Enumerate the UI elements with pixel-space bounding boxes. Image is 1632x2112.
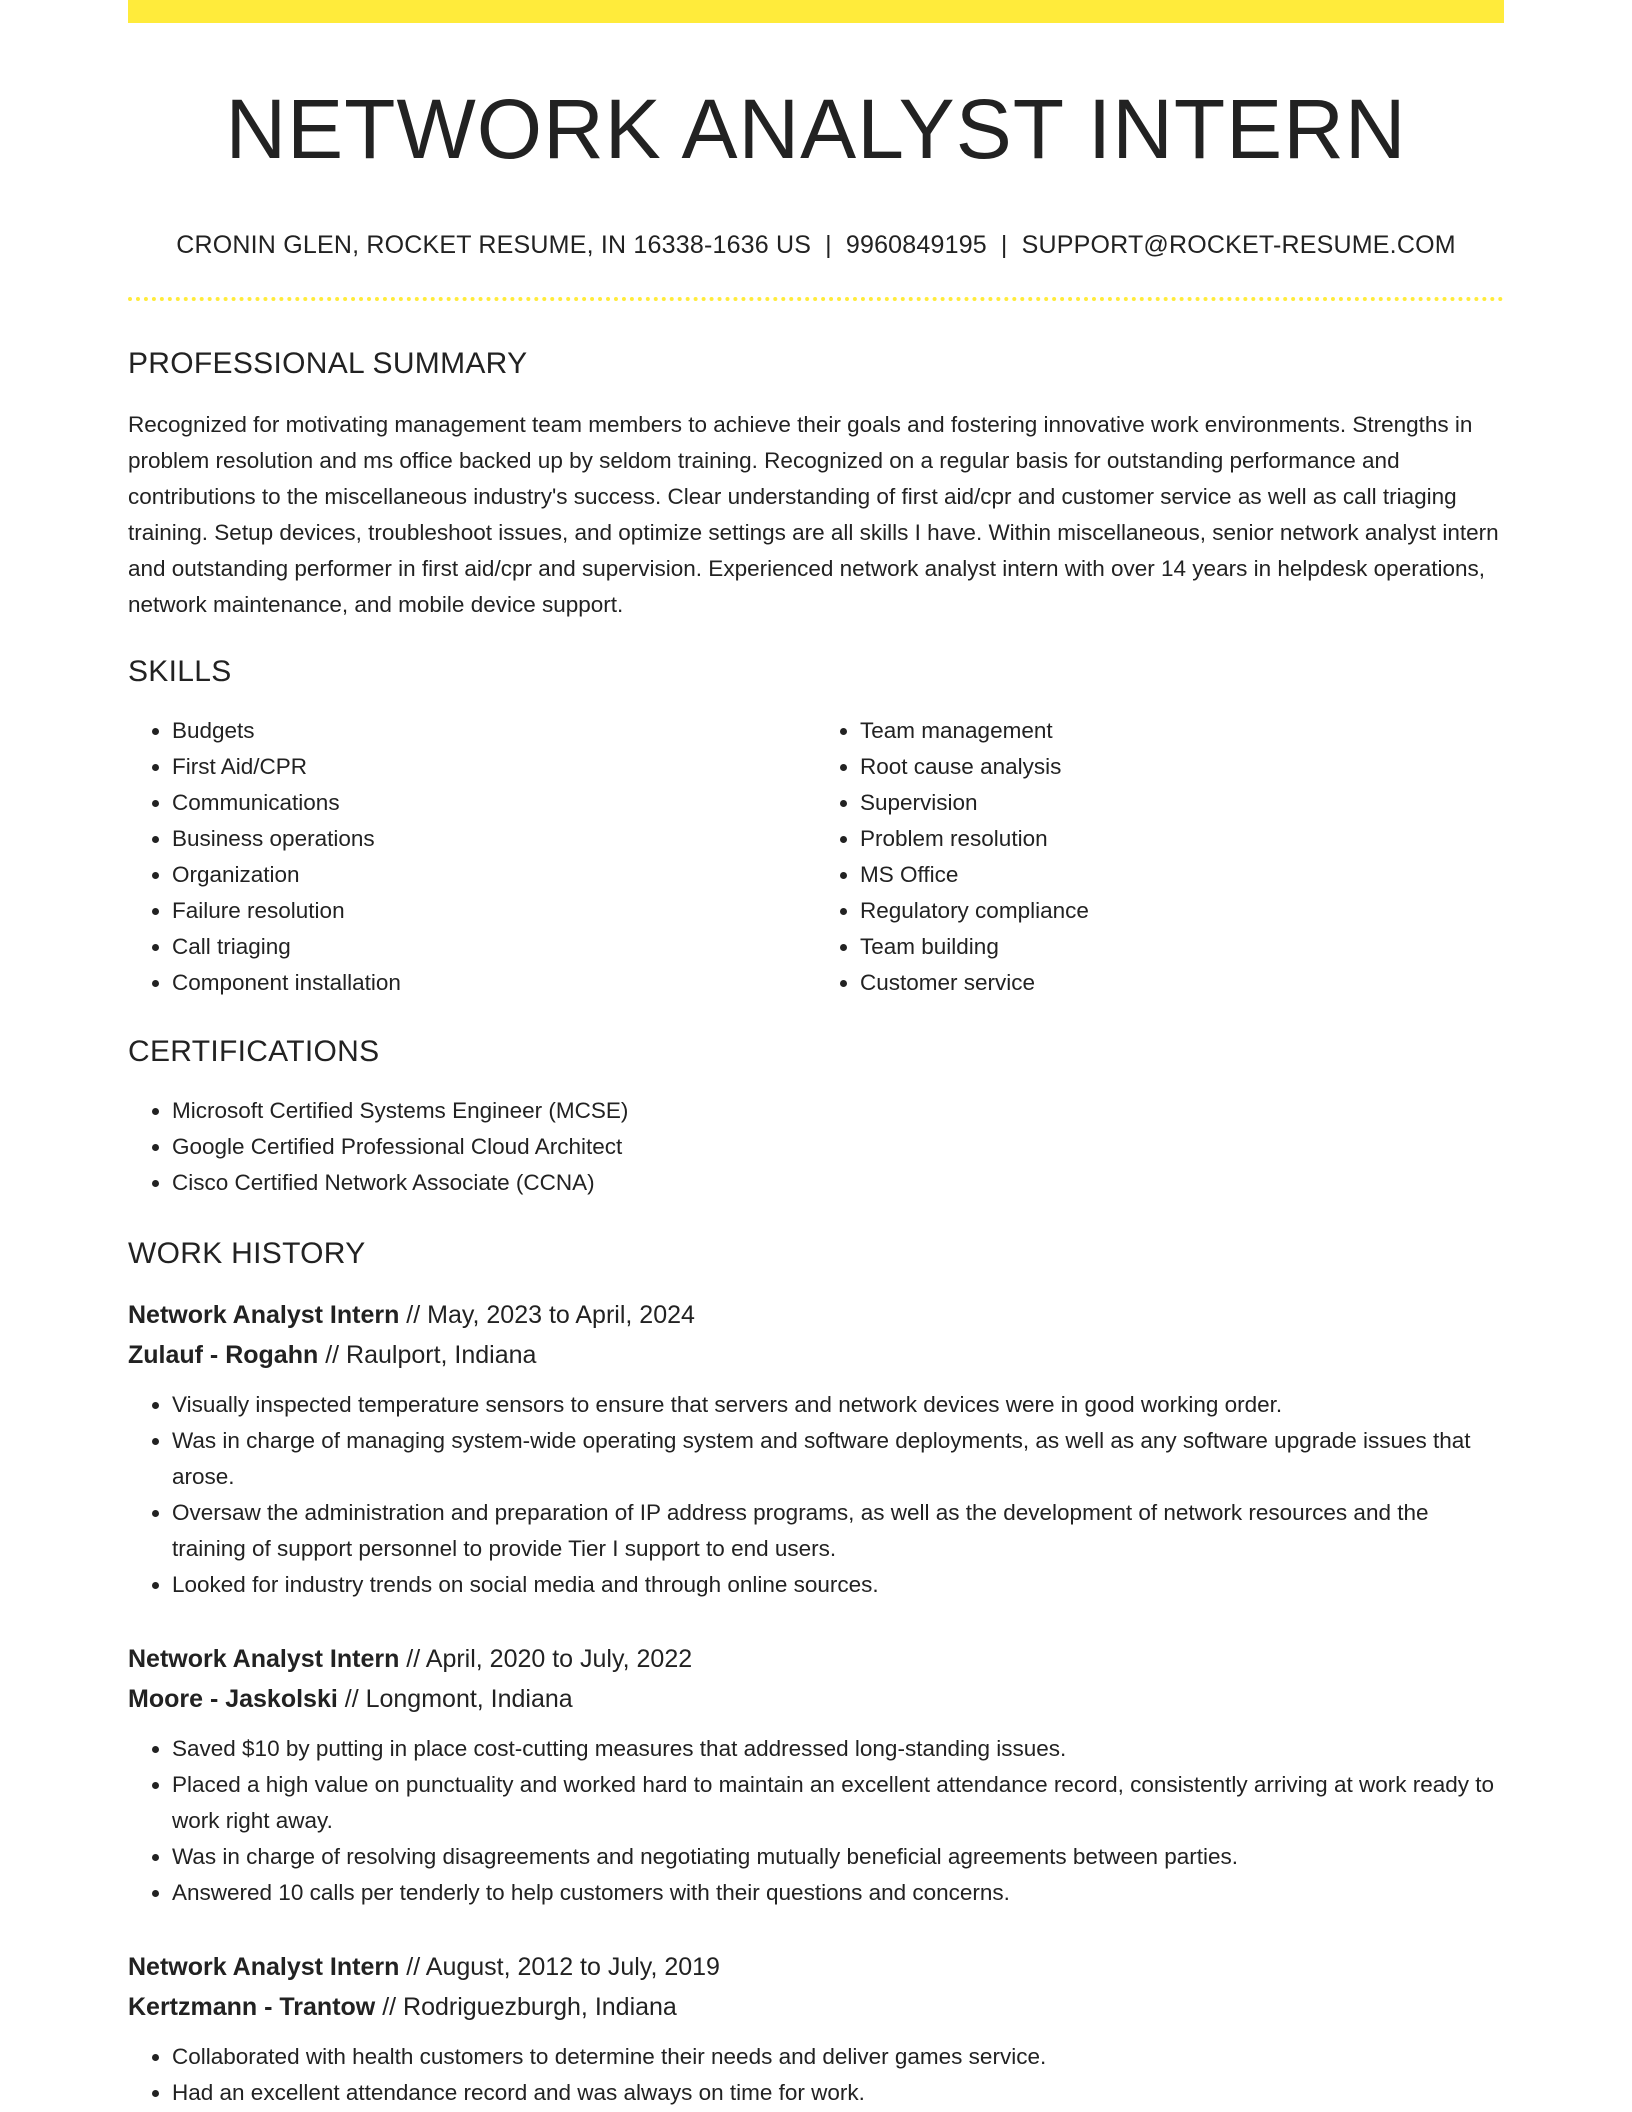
job-company-line [128,1679,1504,1719]
summary-heading: PROFESSIONAL SUMMARY [128,347,528,381]
job-entry [128,1639,1504,1911]
job-bullet: • Had an excellent attendance record and was always on time for work. [172,2075,1504,2111]
skills-columns [128,713,1504,1001]
job-company: Kertzmann - Trantow [128,1993,376,2022]
contact-address: CRONIN GLEN, ROCKET RESUME, IN 16338-1636 US [176,231,812,260]
job-bullets [128,2039,1504,2111]
job-location: // Longmont, Indiana [337,1685,573,1714]
job-bullet: • Looked for industry trends on social media and through online sources. [172,1567,1504,1603]
skill-item: • Organization [172,857,816,893]
skill-item: • Customer service [860,965,1504,1001]
job-location: // Rodriguezburgh, Indiana [375,1993,677,2022]
job-company-line [128,1335,1504,1375]
job-company: Zulauf - Rogahn [128,1341,319,1370]
contact-separator: | [1000,231,1008,260]
header-divider [128,297,1504,301]
skill-item: • Root cause analysis [860,749,1504,785]
work-history-heading: WORK HISTORY [128,1237,366,1271]
skill-item: • Team management [860,713,1504,749]
job-dates: // April, 2020 to July, 2022 [399,1645,693,1674]
contact-phone: 9960849195 [845,231,987,260]
certification-item: • Cisco Certified Network Associate (CCNA) [172,1165,1504,1201]
job-bullet: • Oversaw the administration and preparation of IP address programs, as well as the development of network resources and the training of support personnel to provide Tier I support to end users. [172,1495,1504,1567]
skill-item: • MS Office [860,857,1504,893]
job-title-line [128,1947,1504,1987]
job-entry [128,1947,1504,2111]
top-accent-bar [128,0,1504,23]
contact-separator: | [825,231,832,260]
skill-item: • Supervision [860,785,1504,821]
skills-heading: SKILLS [128,655,232,689]
skill-item: • Team building [860,929,1504,965]
job-location: // Raulport, Indiana [318,1341,537,1370]
job-title-line [128,1295,1504,1335]
job-title-line [128,1639,1504,1679]
candidate-name: NETWORK ANALYST INTERN [225,82,1407,176]
skill-item: • First Aid/CPR [172,749,816,785]
certification-item: • Microsoft Certified Systems Engineer (MCSE) [172,1093,1504,1129]
resume-page [128,0,1504,2111]
contact-email: SUPPORT@ROCKET-RESUME.COM [1021,231,1456,260]
job-title: Network Analyst Intern [128,1953,400,1982]
skill-item: • Problem resolution [860,821,1504,857]
summary-text: Recognized for motivating management team members to achieve their goals and fostering innovative work environments. Strengths in problem resolution and ms office backed up by seldom training. Recognized on a regular basis for outstanding performance and contributions to the miscellaneous industry's success. Clear understanding of first aid/cpr and customer service as well as call triaging training. Setup devices, troubleshoot issues, and optimize settings are all skills I have. Within miscellaneous, senior network analyst intern and outstanding performer in first aid/cpr and supervision. Experienced network analyst intern with over 14 years in helpdesk operations, network maintenance, and mobile device support. [128,412,1499,618]
job-bullet: • Collaborated with health customers to determine their needs and deliver games service. [172,2039,1504,2075]
skill-item: • Component installation [172,965,816,1001]
skills-list-right [816,713,1504,1001]
job-bullet: • Answered 10 calls per tenderly to help customers with their questions and concerns. [172,1875,1504,1911]
job-entry [128,1295,1504,1603]
job-bullet: • Placed a high value on punctuality and worked hard to maintain an excellent attendance record, consistently arriving at work ready to work right away. [172,1767,1504,1839]
certifications-heading: CERTIFICATIONS [128,1035,380,1069]
skill-item: • Communications [172,785,816,821]
job-company-line [128,1987,1504,2027]
contact-line [128,231,1504,260]
job-company: Moore - Jaskolski [128,1685,338,1714]
job-bullets [128,1387,1504,1603]
job-bullet: • Visually inspected temperature sensors to ensure that servers and network devices were in good working order. [172,1387,1504,1423]
job-title: Network Analyst Intern [128,1301,400,1330]
job-bullet: • Saved $10 by putting in place cost-cutting measures that addressed long-standing issues. [172,1731,1504,1767]
certification-item: • Google Certified Professional Cloud Architect [172,1129,1504,1165]
job-title: Network Analyst Intern [128,1645,400,1674]
job-dates: // August, 2012 to July, 2019 [399,1953,720,1982]
job-bullet: • Was in charge of managing system-wide operating system and software deployments, as well as any software upgrade issues that arose. [172,1423,1504,1495]
skill-item: • Regulatory compliance [860,893,1504,929]
job-dates: // May, 2023 to April, 2024 [399,1301,695,1330]
skill-item: • Call triaging [172,929,816,965]
skills-list-left [128,713,816,1001]
job-bullets [128,1731,1504,1911]
skill-item: • Budgets [172,713,816,749]
skill-item: • Failure resolution [172,893,816,929]
certifications-list [128,1093,1504,1201]
skill-item: • Business operations [172,821,816,857]
job-bullet: • Was in charge of resolving disagreements and negotiating mutually beneficial agreements between parties. [172,1839,1504,1875]
